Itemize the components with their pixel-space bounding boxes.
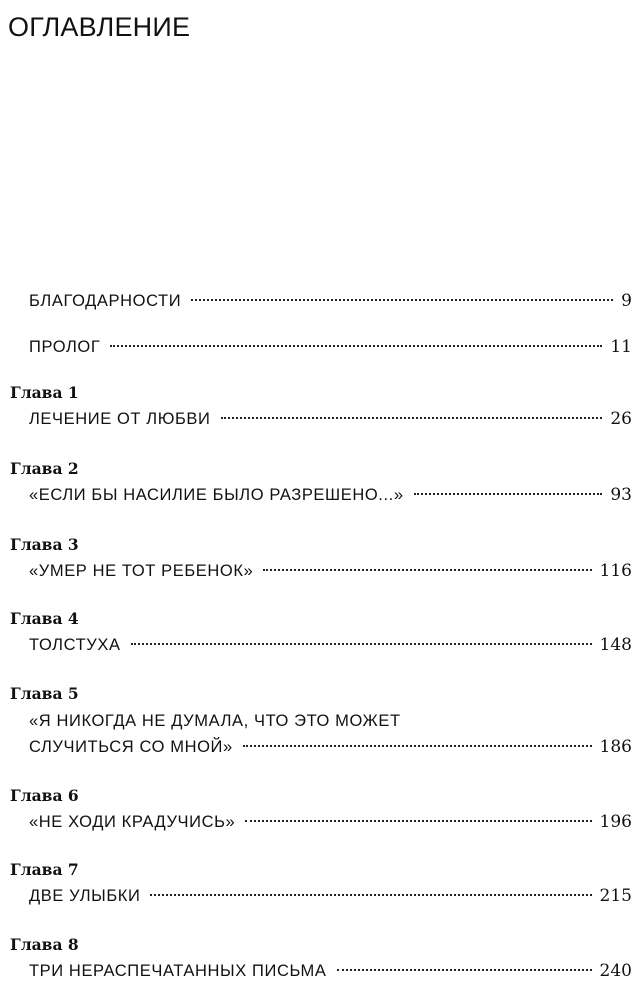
toc-page-number: 240: [599, 961, 632, 981]
toc-page-number: 116: [599, 561, 632, 581]
toc-entry-chapter-2[interactable]: [29, 482, 632, 508]
toc-entry-chapter-1[interactable]: [29, 406, 632, 432]
dot-leader: [337, 969, 592, 971]
toc-entry-chapter-6[interactable]: [29, 809, 632, 835]
dot-leader: [191, 299, 613, 301]
toc-entry-title: «НЕ ХОДИ КРАДУЧИСЬ»: [29, 813, 236, 831]
toc-entry-title: ПРОЛОГ: [29, 338, 101, 356]
dot-leader: [245, 820, 591, 822]
chapter-label-6: Глава 6: [10, 786, 79, 805]
dot-leader: [221, 417, 603, 419]
toc-page-number: 11: [610, 337, 632, 357]
chapter-label-8: Глава 8: [10, 935, 79, 954]
chapter-label-2: Глава 2: [10, 459, 79, 478]
toc-entry-chapter-7[interactable]: [29, 883, 632, 909]
toc-entry-title: ТОЛСТУХА: [29, 636, 121, 654]
chapter-label-5: Глава 5: [10, 684, 79, 703]
toc-entry-title: «УМЕР НЕ ТОТ РЕБЕНОК»: [29, 562, 254, 580]
chapter-label-1: Глава 1: [10, 383, 79, 402]
toc-entry-prologue[interactable]: [29, 334, 632, 360]
chapter-label-3: Глава 3: [10, 535, 79, 554]
toc-entry-title: БЛАГОДАРНОСТИ: [29, 292, 182, 310]
toc-page-number: 9: [621, 291, 632, 311]
toc-page-number: 26: [610, 409, 632, 429]
toc-entry-title: ТРИ НЕРАСПЕЧАТАННЫХ ПИСЬМА: [29, 962, 327, 980]
toc-entry-chapter-3[interactable]: [29, 558, 632, 584]
chapter-label-4: Глава 4: [10, 609, 79, 628]
toc-page-number: 148: [599, 635, 632, 655]
toc-entry-title: «Я НИКОГДА НЕ ДУМАЛА, ЧТО ЭТО МОЖЕТ: [29, 712, 401, 730]
toc-entry-title: «ЕСЛИ БЫ НАСИЛИЕ БЫЛО РАЗРЕШЕНО...»: [29, 486, 404, 504]
dot-leader: [150, 894, 591, 896]
toc-entry-chapter-5[interactable]: [29, 734, 632, 760]
toc-page-number: 215: [599, 886, 632, 906]
toc-entry-chapter-4[interactable]: [29, 632, 632, 658]
dot-leader: [243, 745, 592, 747]
toc-page-number: 196: [599, 812, 632, 832]
page-title: ОГЛАВЛЕНИЕ: [8, 12, 191, 42]
toc-entry-chapter-8[interactable]: [29, 958, 632, 984]
toc-entry-title: ДВЕ УЛЫБКИ: [29, 887, 141, 905]
chapter-label-7: Глава 7: [10, 860, 79, 879]
toc-page-number: 186: [599, 737, 632, 757]
dot-leader: [414, 493, 603, 495]
dot-leader: [131, 643, 592, 645]
toc-entry-acknowledgements[interactable]: [29, 288, 632, 314]
toc-page-number: 93: [610, 485, 632, 505]
toc-entry-title: СЛУЧИТЬСЯ СО МНОЙ»: [29, 738, 233, 756]
dot-leader: [263, 569, 591, 571]
dot-leader: [110, 345, 602, 347]
toc-entry-title: ЛЕЧЕНИЕ ОТ ЛЮБВИ: [29, 410, 211, 428]
toc-entry-chapter-5-line-1[interactable]: [29, 708, 632, 734]
